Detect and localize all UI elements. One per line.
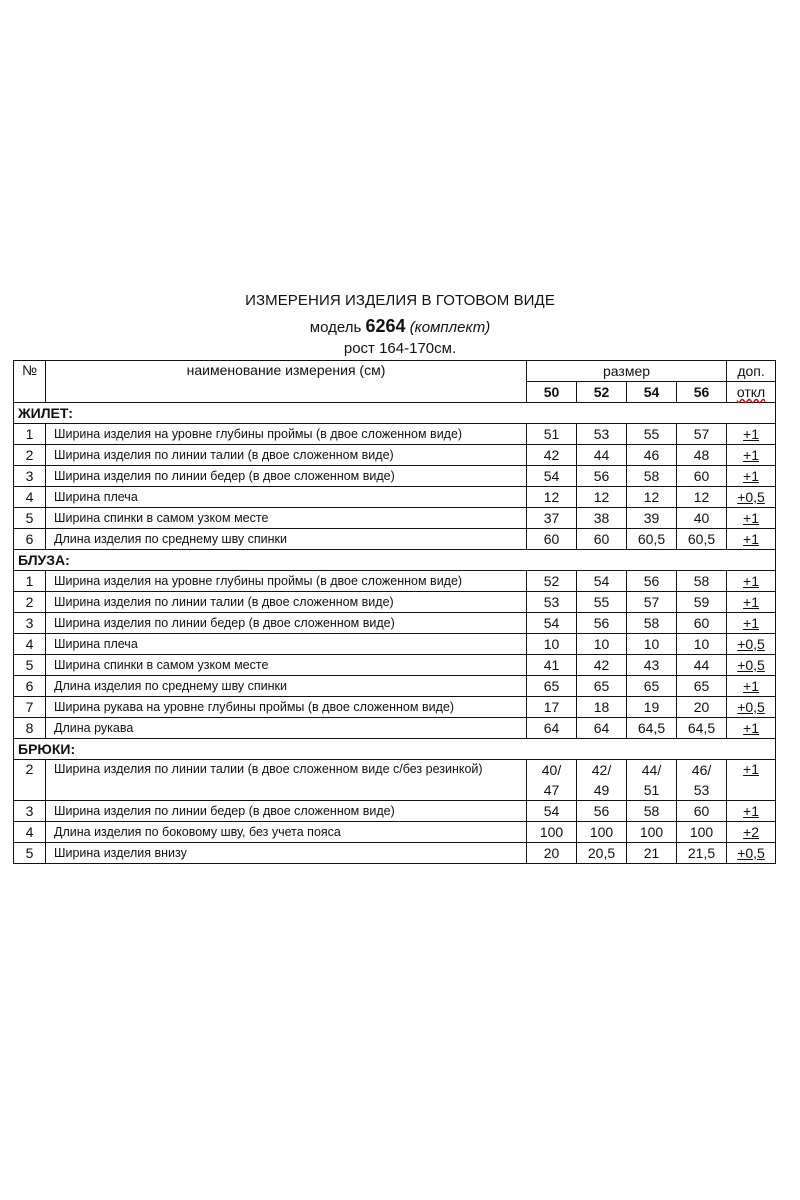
size-value: 57 [677, 424, 727, 445]
size-value: 48 [677, 445, 727, 466]
size-value: 41 [527, 655, 577, 676]
size-value: 100 [577, 822, 627, 843]
value-line-2: 47 [543, 782, 560, 798]
size-value: 57 [627, 592, 677, 613]
size-value: 46 [627, 445, 677, 466]
tolerance-value: +0,5 [737, 489, 765, 505]
size-value: 54 [527, 801, 577, 822]
measurement-name: Ширина спинки в самом узком месте [46, 508, 527, 529]
tolerance-value: +0,5 [737, 845, 765, 861]
value-line-2: 53 [693, 782, 710, 798]
value-line-2: 51 [643, 782, 660, 798]
size-value: 56 [577, 466, 627, 487]
table-row [14, 487, 776, 508]
height-range: рост 164-170см. [343, 340, 457, 357]
tolerance-value: +1 [743, 510, 760, 526]
tolerance-cell [727, 424, 776, 445]
measurement-name: Длина изделия по среднему шву спинки [46, 529, 527, 550]
measurement-name: Ширина изделия по линии бедер (в двое сложенном виде) [46, 801, 527, 822]
tolerance-cell [727, 822, 776, 843]
header-row [14, 361, 776, 382]
size-52: 52 [577, 382, 627, 403]
tolerance-cell [727, 508, 776, 529]
table-row [14, 508, 776, 529]
table-row [14, 466, 776, 487]
size-value: 12 [677, 487, 727, 508]
tolerance-cell [727, 529, 776, 550]
table-row [14, 445, 776, 466]
measurement-name: Ширина спинки в самом узком месте [46, 655, 527, 676]
tolerance-cell [727, 760, 776, 801]
section-title: БРЮКИ: [14, 739, 776, 760]
row-number: 4 [14, 634, 46, 655]
row-number: 8 [14, 718, 46, 739]
size-value: 54 [527, 466, 577, 487]
size-value: 10 [627, 634, 677, 655]
tolerance-value: +1 [743, 531, 760, 547]
document-title: ИЗМЕРЕНИЯ ИЗДЕЛИЯ В ГОТОВОМ ВИДЕ [245, 292, 555, 309]
size-value [527, 760, 577, 801]
section-title: БЛУЗА: [14, 550, 776, 571]
size-value: 58 [627, 613, 677, 634]
size-value: 100 [627, 822, 677, 843]
size-value: 59 [677, 592, 727, 613]
value-line-1: 40/ [541, 762, 562, 778]
tolerance-cell [727, 718, 776, 739]
tolerance-value: +1 [743, 573, 760, 589]
col-tol-header-2 [727, 382, 776, 403]
col-tol-header-1: доп. [727, 361, 776, 382]
measurement-name: Ширина плеча [46, 634, 527, 655]
tolerance-cell [727, 592, 776, 613]
size-value: 64,5 [627, 718, 677, 739]
table-row [14, 529, 776, 550]
tolerance-value: +1 [743, 594, 760, 610]
tolerance-cell [727, 613, 776, 634]
row-number: 4 [14, 487, 46, 508]
measurement-name: Ширина изделия по линии талии (в двое сложенном виде) [46, 445, 527, 466]
size-value [677, 760, 727, 801]
section-row [14, 403, 776, 424]
size-value: 10 [677, 634, 727, 655]
tolerance-cell [727, 676, 776, 697]
value-line-2: 49 [593, 782, 610, 798]
size-value: 56 [577, 801, 627, 822]
measurements-table [13, 360, 776, 864]
table-row [14, 822, 776, 843]
row-number: 5 [14, 843, 46, 864]
size-value: 17 [527, 697, 577, 718]
tolerance-value: +0,5 [737, 657, 765, 673]
value-line-1: 44/ [641, 762, 662, 778]
row-number: 3 [14, 613, 46, 634]
value-line-1: 46/ [691, 762, 712, 778]
table-row [14, 571, 776, 592]
measurement-name: Ширина изделия по линии талии (в двое сложенном виде) [46, 592, 527, 613]
row-number: 2 [14, 760, 46, 801]
measurement-name: Ширина изделия по линии бедер (в двое сложенном виде) [46, 466, 527, 487]
size-value: 44 [677, 655, 727, 676]
size-value [577, 760, 627, 801]
measurement-name: Ширина изделия внизу [46, 843, 527, 864]
model-suffix: (комплект) [409, 319, 491, 336]
size-value: 19 [627, 697, 677, 718]
size-value: 64 [577, 718, 627, 739]
size-56: 56 [677, 382, 727, 403]
size-value: 55 [627, 424, 677, 445]
size-value: 20 [527, 843, 577, 864]
size-value: 12 [577, 487, 627, 508]
tolerance-value: +1 [743, 426, 760, 442]
size-value: 58 [677, 571, 727, 592]
size-value: 60,5 [627, 529, 677, 550]
size-value: 60 [527, 529, 577, 550]
row-number: 2 [14, 592, 46, 613]
size-value: 21 [627, 843, 677, 864]
tolerance-cell [727, 466, 776, 487]
size-value: 100 [677, 822, 727, 843]
tolerance-cell [727, 634, 776, 655]
table-row [14, 843, 776, 864]
row-number: 3 [14, 801, 46, 822]
size-value [627, 760, 677, 801]
row-number: 5 [14, 508, 46, 529]
value-line-1: 42/ [591, 762, 612, 778]
model-number: 6264 [365, 316, 406, 336]
size-value: 12 [627, 487, 677, 508]
table-row [14, 697, 776, 718]
size-value: 52 [527, 571, 577, 592]
size-value: 60 [677, 801, 727, 822]
tolerance-value: +1 [743, 468, 760, 484]
size-value: 42 [577, 655, 627, 676]
table-row [14, 592, 776, 613]
size-value: 39 [627, 508, 677, 529]
size-value: 53 [527, 592, 577, 613]
row-number: 6 [14, 529, 46, 550]
size-value: 56 [627, 571, 677, 592]
measurement-name: Ширина изделия по линии бедер (в двое сложенном виде) [46, 613, 527, 634]
size-value: 64,5 [677, 718, 727, 739]
table-row [14, 801, 776, 822]
table-row [14, 655, 776, 676]
size-value: 54 [527, 613, 577, 634]
tolerance-cell [727, 801, 776, 822]
size-value: 100 [527, 822, 577, 843]
row-number: 1 [14, 571, 46, 592]
tolerance-value: +1 [743, 720, 760, 736]
size-value: 20 [677, 697, 727, 718]
size-value: 51 [527, 424, 577, 445]
size-value: 58 [627, 466, 677, 487]
size-value: 43 [627, 655, 677, 676]
size-value: 44 [577, 445, 627, 466]
tolerance-value: +1 [743, 447, 760, 463]
size-value: 55 [577, 592, 627, 613]
size-value: 64 [527, 718, 577, 739]
row-number: 6 [14, 676, 46, 697]
table-row [14, 676, 776, 697]
table-row [14, 634, 776, 655]
section-row [14, 739, 776, 760]
row-number: 2 [14, 445, 46, 466]
section-row [14, 550, 776, 571]
tolerance-value: +2 [743, 824, 760, 840]
size-value: 60 [677, 466, 727, 487]
measurement-name: Длина изделия по среднему шву спинки [46, 676, 527, 697]
size-value: 12 [527, 487, 577, 508]
col-name-header: наименование измерения (см) [46, 361, 527, 403]
size-value: 58 [627, 801, 677, 822]
table-row [14, 760, 776, 801]
tolerance-value: +0,5 [737, 636, 765, 652]
measurement-name: Ширина изделия на уровне глубины проймы (в двое сложенном виде) [46, 424, 527, 445]
size-value: 18 [577, 697, 627, 718]
measurement-name: Длина изделия по боковому шву, без учета пояса [46, 822, 527, 843]
size-value: 21,5 [677, 843, 727, 864]
col-size-header: размер [527, 361, 727, 382]
size-value: 10 [527, 634, 577, 655]
col-num-header: № [14, 361, 46, 403]
tolerance-cell [727, 571, 776, 592]
size-value: 38 [577, 508, 627, 529]
tolerance-value: +1 [743, 803, 760, 819]
row-number: 7 [14, 697, 46, 718]
row-number: 3 [14, 466, 46, 487]
section-title: ЖИЛЕТ: [14, 403, 776, 424]
table-row [14, 718, 776, 739]
size-value: 65 [627, 676, 677, 697]
size-value: 65 [677, 676, 727, 697]
measurement-name: Длина рукава [46, 718, 527, 739]
tolerance-cell [727, 843, 776, 864]
tolerance-value: +1 [743, 615, 760, 631]
row-number: 1 [14, 424, 46, 445]
model-prefix: модель [309, 319, 362, 336]
size-value: 10 [577, 634, 627, 655]
tolerance-cell [727, 487, 776, 508]
tolerance-value: +1 [743, 761, 760, 777]
size-value: 42 [527, 445, 577, 466]
size-value: 54 [577, 571, 627, 592]
size-50: 50 [527, 382, 577, 403]
tolerance-cell [727, 655, 776, 676]
tolerance-value: +1 [743, 678, 760, 694]
size-value: 60,5 [677, 529, 727, 550]
size-value: 60 [577, 529, 627, 550]
size-value: 40 [677, 508, 727, 529]
size-value: 20,5 [577, 843, 627, 864]
size-value: 60 [677, 613, 727, 634]
measurement-name: Ширина рукава на уровне глубины проймы (в двое сложенном виде) [46, 697, 527, 718]
table-row [14, 424, 776, 445]
row-number: 5 [14, 655, 46, 676]
tolerance-cell [727, 445, 776, 466]
col-tol-header-2-text: откл [736, 384, 766, 400]
size-value: 65 [577, 676, 627, 697]
size-value: 56 [577, 613, 627, 634]
measurement-name: Ширина изделия по линии талии (в двое сложенном виде с/без резинкой) [46, 760, 527, 801]
tolerance-value: +0,5 [737, 699, 765, 715]
size-value: 53 [577, 424, 627, 445]
row-number: 4 [14, 822, 46, 843]
size-54: 54 [627, 382, 677, 403]
size-value: 65 [527, 676, 577, 697]
tolerance-cell [727, 697, 776, 718]
size-value: 37 [527, 508, 577, 529]
measurement-name: Ширина изделия на уровне глубины проймы (в двое сложенном виде) [46, 571, 527, 592]
model-line [0, 316, 800, 337]
table-row [14, 613, 776, 634]
measurement-name: Ширина плеча [46, 487, 527, 508]
